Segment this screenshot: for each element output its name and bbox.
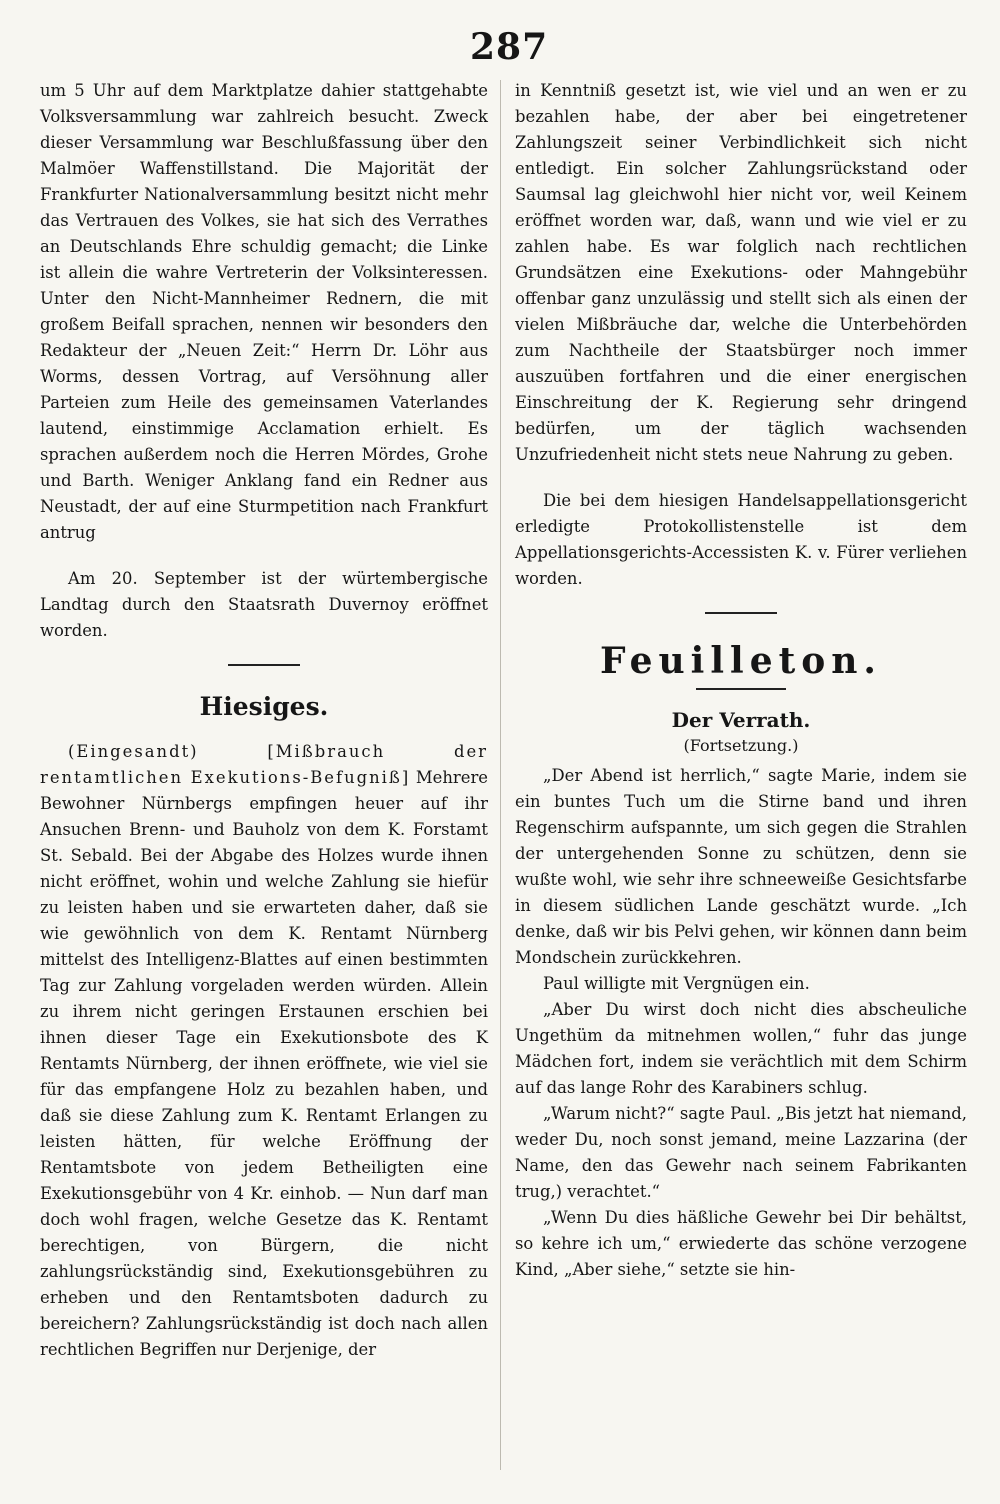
article-body: Mehrere Bewohner Nürnbergs empfingen heuer auf ihr Ansuchen Brenn- und Bauholz von dem K. Forstamt St. Sebald. Bei der Abgabe des Holzes wurde ihnen nicht eröffnet, wohin und welche Zahlung sie hiefür zu leisten haben und sie erwarteten daher, daß sie wie gewöhnlich von dem K. Rentamt Nürnberg mittelst des Intelligenz-Blattes auf einen bestimmten Tag zur Zahlung vorgeladen werden würden. Allein zu ihrem nicht geringen Erstaunen erschien bei ihnen dieser Tage ein Exekutionsbote des K Rentamts Nürnberg, der ihnen eröffnete, wie viel sie für das empfangene Holz zu bezahlen haben, und daß sie diese Zahlung zum K. Rentamt Erlangen zu leisten hätten, für welche Eröffnung der Rentamtsbote von jedem Betheiligten eine Exekutionsgebühr von 4 Kr. einhob. — Nun darf man doch wohl fragen, welche Gesetze das K. Rentamt berechtigen, von Bürgern, die nicht zahlungsrückständig sind, Exekutionsgebühren zu erheben und den Rentamtsboten dadurch zu bereichern? Zahlungsrückständig ist doch nach allen rechtlichen Begriffen nur Derjenige, der (40, 768, 488, 1359)
heading-underline (696, 688, 786, 690)
section-heading-feuilleton: Feuilleton. (600, 640, 882, 682)
left-column (40, 78, 488, 1444)
article-paragraph (40, 739, 488, 1363)
section-divider (228, 664, 300, 666)
story-paragraph: Paul willigte mit Vergnügen ein. (543, 974, 810, 993)
article-paragraph: in Kenntniß gesetzt ist, wie viel und an wen er zu bezahlen habe, der aber bei eingetretener Zahlungszeit seiner Verbindlichkeit sich nicht entledigt. Ein solcher Zahlungsrückstand oder Saumsal lag gleichwohl hier nicht vor, weil Keinem eröffnet worden war, daß, wann und wie viel er zu zahlen habe. Es war folglich nach rechtlichen Grundsätzen eine Exekutions- oder Mahngebühr offenbar ganz unzulässig und stellt sich als einen der vielen Mißbräuche dar, welche die Unterbehörden zum Nachtheile der Staatsbürger noch immer auszuüben fortfahren und die einer energischen Einschreitung der K. Regierung sehr dringend bedürfen, um der täglich wachsenden Unzufriedenheit nicht stets neue Nahrung zu geben. (515, 81, 967, 464)
section-heading-local: Hiesiges. (199, 692, 329, 721)
right-column (515, 78, 967, 1444)
spacer (40, 546, 488, 566)
story-paragraph: „Der Abend ist herrlich,“ sagte Marie, indem sie ein buntes Tuch um die Stirne band und ihren Regenschirm aufspannte, um sich gegen die Strahlen der untergehenden Sonne zu schützen, denn sie wußte wohl, wie sehr ihre schneeweiße Gesichtsfarbe in diesem südlichen Lande geschätzt wurde. „Ich denke, daß wir bis Pelvi gehen, wir können dann beim Mondschein zurückkehren. (515, 766, 967, 967)
story-paragraph: „Aber Du wirst doch nicht dies abscheuliche Ungethüm da mitnehmen wollen,“ fuhr das junge Mädchen fort, indem sie verächtlich mit dem Schirm auf das lange Rohr des Karabiners schlug. (515, 1000, 967, 1097)
article-lead: (Eingesandt) [Mißbrauch der rentamtlichen Exekutions-Befugniß] (40, 742, 488, 787)
article-paragraph: um 5 Uhr auf dem Marktplatze dahier stattgehabte Volksversammlung war zahlreich besucht. Zweck dieser Versammlung war Beschlußfassung über den Malmöer Waffenstillstand. Die Majorität der Frankfurter Nationalversammlung besitzt nicht mehr das Vertrauen des Volkes, sie hat sich des Verrathes an Deutschlands Ehre schuldig gemacht; die Linke ist allein die wahre Vertreterin der Volksinteressen. Unter den Nicht-Mannheimer Rednern, die mit großem Beifall sprachen, nennen wir besonders den Redakteur der „Neuen Zeit:“ Herrn Dr. Löhr aus Worms, dessen Vortrag, auf Versöhnung aller Parteien zum Heile des gemeinsamen Vaterlandes lautend, einstimmige Acclamation erhielt. Es sprachen außerdem noch die Herren Mördes, Grohe und Barth. Weniger Anklang fand ein Redner aus Neustadt, der auf eine Sturmpetition nach Frankfurt antrug (40, 81, 488, 542)
column-divider (500, 80, 501, 1470)
article-paragraph: Die bei dem hiesigen Handelsappellationsgericht erledigte Protokollistenstelle ist dem Appellationsgerichts-Accessisten K. v. Fürer verliehen worden. (515, 491, 967, 588)
spacer (515, 468, 967, 488)
article-paragraph: Am 20. September ist der würtembergische Landtag durch den Staatsrath Duvernoy eröffnet worden. (40, 569, 488, 640)
story-paragraph: „Wenn Du dies häßliche Gewehr bei Dir behältst, so kehre ich um,“ erwiederte das schöne verzogene Kind, „Aber siehe,“ setzte sie hin- (515, 1208, 967, 1279)
story-subtitle: (Fortsetzung.) (683, 736, 799, 755)
story-paragraph: „Warum nicht?“ sagte Paul. „Bis jetzt hat niemand, weder Du, noch sonst jemand, meine Lazzarina (der Name, den das Gewehr nach seinem Fabrikanten trug,) verachtet.“ (515, 1104, 967, 1201)
story-title: Der Verrath. (671, 708, 811, 732)
section-divider (705, 612, 777, 614)
page-number: 287 (470, 26, 549, 68)
